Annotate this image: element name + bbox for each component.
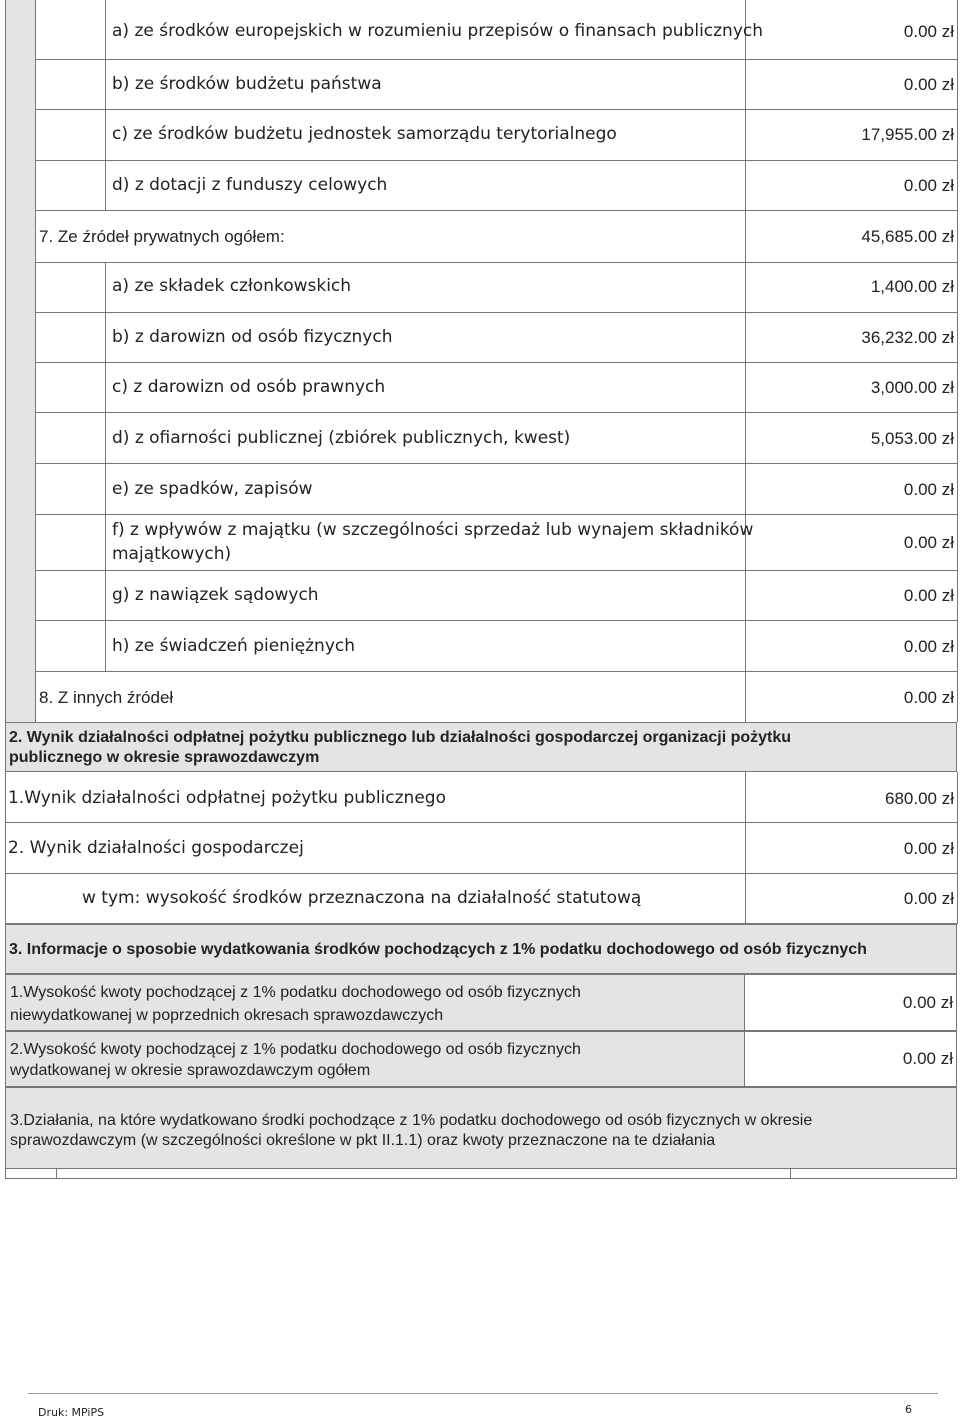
row-amount: 0.00 zł (903, 75, 954, 94)
section3-row1 (5, 974, 745, 1031)
row-amount: 0.00 zł (903, 637, 954, 656)
row-label: c) z darowizn od osób prawnych (112, 377, 386, 397)
left-margin (5, 0, 35, 722)
row-label: b) z darowizn od osób fizycznych (112, 327, 393, 347)
section3-heading (5, 924, 957, 974)
row-label: 1.Wynik działalności odpłatnej pożytku publicznego (8, 788, 446, 808)
row-label: d) z ofiarności publicznej (zbiórek publicznych, kwest) (112, 428, 571, 448)
row-amount: 17,955.00 zł (861, 125, 954, 144)
row-amount: 0.00 zł (903, 176, 954, 195)
row-label: g) z nawiązek sądowych (112, 585, 319, 605)
row-label-line1: 2.Wysokość kwoty pochodzącej z 1% podatku dochodowego od osób fizycznych (10, 1041, 581, 1058)
row-amount: 1,400.00 zł (870, 277, 954, 296)
page-number: 6 (905, 1403, 912, 1416)
row-label-line1: f) z wpływów z majątku (w szczególności sprzedaż lub wynajem składników (112, 520, 754, 540)
row-label: a) ze środków europejskich w rozumieniu przepisów o finansach publicznych (112, 21, 764, 41)
row-label-line1: 1.Wysokość kwoty pochodzącej z 1% podatku dochodowego od osób fizycznych (10, 984, 581, 1001)
row-amount: 0.00 zł (903, 22, 954, 41)
row-label-line2: majątkowych) (112, 544, 232, 564)
row-label: c) ze środków budżetu jednostek samorządu terytorialnego (112, 124, 617, 144)
row-label-line2: niewydatkowanej w poprzednich okresach sprawozdawczych (10, 1007, 444, 1024)
row-label: w tym: wysokość środków przeznaczona na działalność statutową (82, 888, 642, 908)
section2-heading (5, 722, 957, 772)
row-label: e) ze spadków, zapisów (112, 479, 313, 499)
row-label-line2: wydatkowanej w okresie sprawozdawczym ogółem (10, 1062, 371, 1079)
section2-heading-line2: publicznego w okresie sprawozdawczym (9, 749, 320, 766)
print-label: Druk: MPiPS (38, 1406, 105, 1419)
row-amount: 0.00 zł (903, 480, 954, 499)
row-amount: 680.00 zł (885, 789, 954, 808)
row-amount: 0.00 zł (902, 993, 953, 1012)
activities-line1: 3.Działania, na które wydatkowano środki pochodzące z 1% podatku dochodowego od osób fizycznych w okresie (10, 1112, 813, 1129)
section3-activities-heading (5, 1087, 957, 1169)
row-label: d) z dotacji z funduszy celowych (112, 175, 388, 195)
activities-line2: sprawozdawczym (w szczególności określone w pkt II.1.1) oraz kwoty przeznaczone na te działania (10, 1132, 716, 1149)
row-amount: 3,000.00 zł (870, 378, 954, 397)
row-amount: 0.00 zł (903, 533, 954, 552)
row-label: a) ze składek członkowskich (112, 276, 352, 296)
row-label: 2. Wynik działalności gospodarczej (8, 838, 304, 858)
row-amount: 0.00 zł (903, 586, 954, 605)
activities-table-empty-row (5, 1169, 957, 1179)
indent-margin (36, 0, 105, 210)
section2-heading-line1: 2. Wynik działalności odpłatnej pożytku publicznego lub działalności gospodarczej organizacji pożytku (9, 729, 792, 746)
row-label: 8. Z innych źródeł (39, 688, 174, 707)
row-amount: 0.00 zł (902, 1049, 953, 1068)
footer-divider (28, 1393, 938, 1394)
row-label: 7. Ze źródeł prywatnych ogółem: (39, 227, 285, 246)
row-label: b) ze środków budżetu państwa (112, 74, 382, 94)
row-amount: 0.00 zł (903, 889, 954, 908)
row-amount: 0.00 zł (903, 688, 954, 707)
row-amount: 45,685.00 zł (861, 227, 954, 246)
row-amount: 0.00 zł (903, 839, 954, 858)
row-label: h) ze świadczeń pieniężnych (112, 636, 356, 656)
row-amount: 36,232.00 zł (861, 328, 954, 347)
section3-heading-text: 3. Informacje o sposobie wydatkowania środków pochodzących z 1% podatku dochodowego od osób fizycznych (9, 941, 867, 958)
row-amount: 5,053.00 zł (870, 429, 954, 448)
section3-row2 (5, 1031, 745, 1087)
